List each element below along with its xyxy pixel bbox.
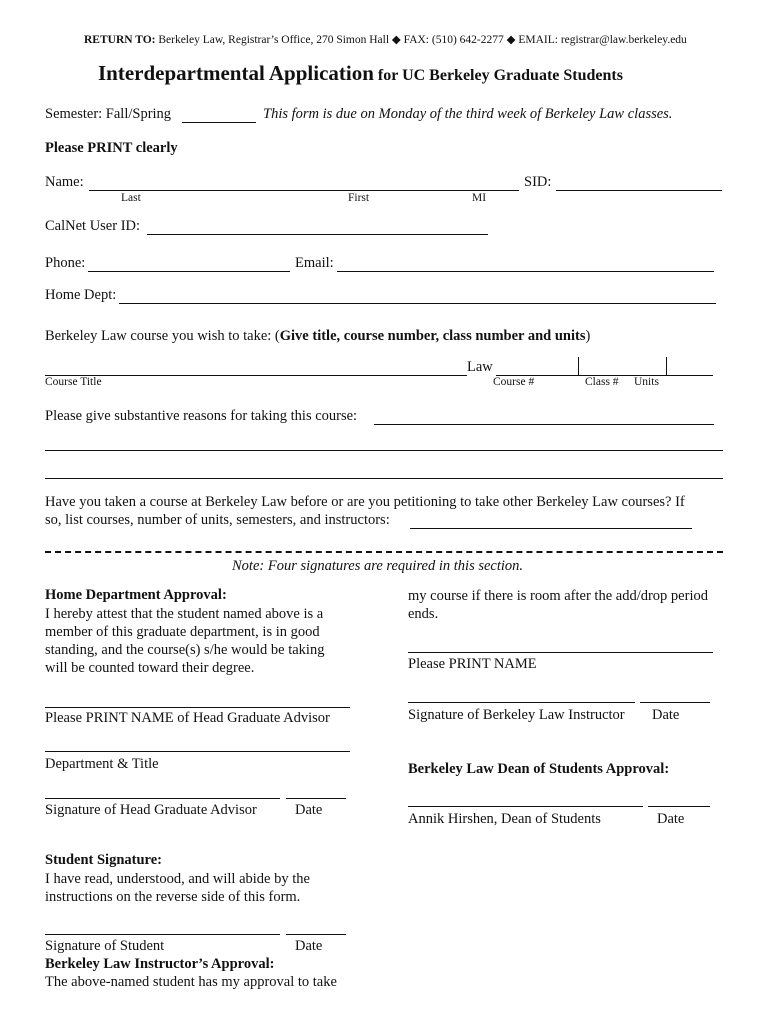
instructor-text-start: The above-named student has my approval to take: [45, 974, 337, 990]
name-field[interactable]: [89, 190, 519, 191]
advisor-date-caption: Date: [295, 802, 323, 818]
fax-number: FAX: (510) 642-2277: [403, 34, 504, 46]
prior-course-field[interactable]: [410, 528, 692, 529]
units-caption: Units: [634, 376, 659, 388]
return-to-line: [84, 32, 687, 46]
reasons-field-line-2[interactable]: [45, 450, 723, 451]
home-dept-label: Home Dept:: [45, 287, 117, 303]
units-field[interactable]: [667, 375, 713, 376]
field-divider: [666, 357, 667, 376]
reasons-field-line-3[interactable]: [45, 478, 723, 479]
prior-course-question: Have you taken a course at Berkeley Law before or are you petitioning to take other Berkeley Law courses? If: [45, 494, 685, 510]
return-to-label: RETURN TO:: [84, 34, 156, 46]
sid-field[interactable]: [556, 190, 722, 191]
field-divider: [578, 357, 579, 376]
course-number-caption: Course #: [493, 376, 535, 388]
instructor-name-field[interactable]: [408, 652, 713, 653]
diamond-icon: ◆: [506, 34, 516, 46]
advisor-signature-caption: Signature of Head Graduate Advisor: [45, 802, 257, 818]
title-main: Interdepartmental Application: [98, 61, 374, 85]
instructor-date-caption: Date: [652, 707, 680, 723]
dept-title-caption: Department & Title: [45, 756, 159, 772]
phone-field[interactable]: [88, 271, 290, 272]
dean-date-caption: Date: [657, 811, 685, 827]
name-last-caption: Last: [121, 192, 141, 204]
instructor-heading: Berkeley Law Instructor’s Approval:: [45, 956, 275, 972]
return-address: Berkeley Law, Registrar’s Office, 270 Simon Hall: [158, 34, 390, 46]
student-date-field[interactable]: [286, 934, 346, 935]
sid-label: SID:: [524, 174, 552, 190]
home-approval-heading: Home Department Approval:: [45, 587, 227, 603]
advisor-name-field[interactable]: [45, 707, 350, 708]
dean-heading: Berkeley Law Dean of Students Approval:: [408, 761, 670, 777]
email-field[interactable]: [337, 271, 714, 272]
registrar-email: EMAIL: registrar@law.berkeley.edu: [518, 34, 687, 46]
dean-date-field[interactable]: [648, 806, 710, 807]
class-number-caption: Class #: [585, 376, 619, 388]
instructor-name-caption: Please PRINT NAME: [408, 656, 537, 672]
calnet-field[interactable]: [147, 234, 488, 235]
semester-field[interactable]: [182, 122, 256, 123]
dept-title-field[interactable]: [45, 751, 350, 752]
reasons-label: Please give substantive reasons for taking this course:: [45, 408, 358, 424]
name-first-caption: First: [348, 192, 370, 204]
advisor-signature-field[interactable]: [45, 798, 280, 799]
calnet-label: CalNet User ID:: [45, 218, 141, 234]
phone-label: Phone:: [45, 255, 86, 271]
name-label: Name:: [45, 174, 84, 190]
course-title-caption: Course Title: [45, 376, 102, 388]
name-mi-caption: MI: [472, 192, 487, 204]
home-dept-field[interactable]: [119, 303, 716, 304]
signatures-note: Note: Four signatures are required in this section.: [232, 558, 524, 574]
course-prompt-bold: Give title, course number, class number and units: [279, 328, 586, 344]
advisor-name-caption: Please PRINT NAME of Head Graduate Advisor: [45, 710, 330, 726]
student-text: I have read, understood, and will abide by the instructions on the reverse side of this form.: [45, 871, 310, 905]
prior-course-question-2: so, list courses, number of units, semesters, and instructors:: [45, 512, 390, 528]
dean-name-caption: Annik Hirshen, Dean of Students: [408, 811, 601, 827]
dean-signature-field[interactable]: [408, 806, 643, 807]
student-signature-field[interactable]: [45, 934, 280, 935]
instructor-signature-field[interactable]: [408, 702, 635, 703]
course-prompt-text: Berkeley Law course you wish to take: (: [45, 328, 280, 344]
print-clearly: Please PRINT clearly: [45, 140, 178, 156]
reasons-field[interactable]: [374, 424, 714, 425]
course-title-field[interactable]: [45, 375, 467, 376]
due-note: This form is due on Monday of the third week of Berkeley Law classes.: [263, 106, 673, 122]
student-signature-caption: Signature of Student: [45, 938, 165, 954]
instructor-text-cont: my course if there is room after the add/drop period ends.: [408, 588, 708, 622]
advisor-date-field[interactable]: [286, 798, 346, 799]
home-approval-text: I hereby attest that the student named above is a member of this graduate department, is in good standing, and the course(s) s/he would be taking will be counted toward their degree.: [45, 606, 325, 676]
diamond-icon: ◆: [391, 34, 401, 46]
title-sub: for UC Berkeley Graduate Students: [377, 67, 623, 84]
instructor-date-field[interactable]: [640, 702, 710, 703]
semester-label: Semester: Fall/Spring: [45, 106, 172, 122]
student-date-caption: Date: [295, 938, 323, 954]
email-label: Email:: [295, 255, 334, 271]
law-label: Law: [467, 359, 493, 375]
section-divider: [45, 551, 723, 553]
page-title: [98, 61, 623, 86]
course-prompt-end: ): [585, 328, 591, 344]
course-prompt: [45, 328, 590, 345]
instructor-signature-caption: Signature of Berkeley Law Instructor: [408, 707, 625, 723]
student-heading: Student Signature:: [45, 852, 162, 868]
